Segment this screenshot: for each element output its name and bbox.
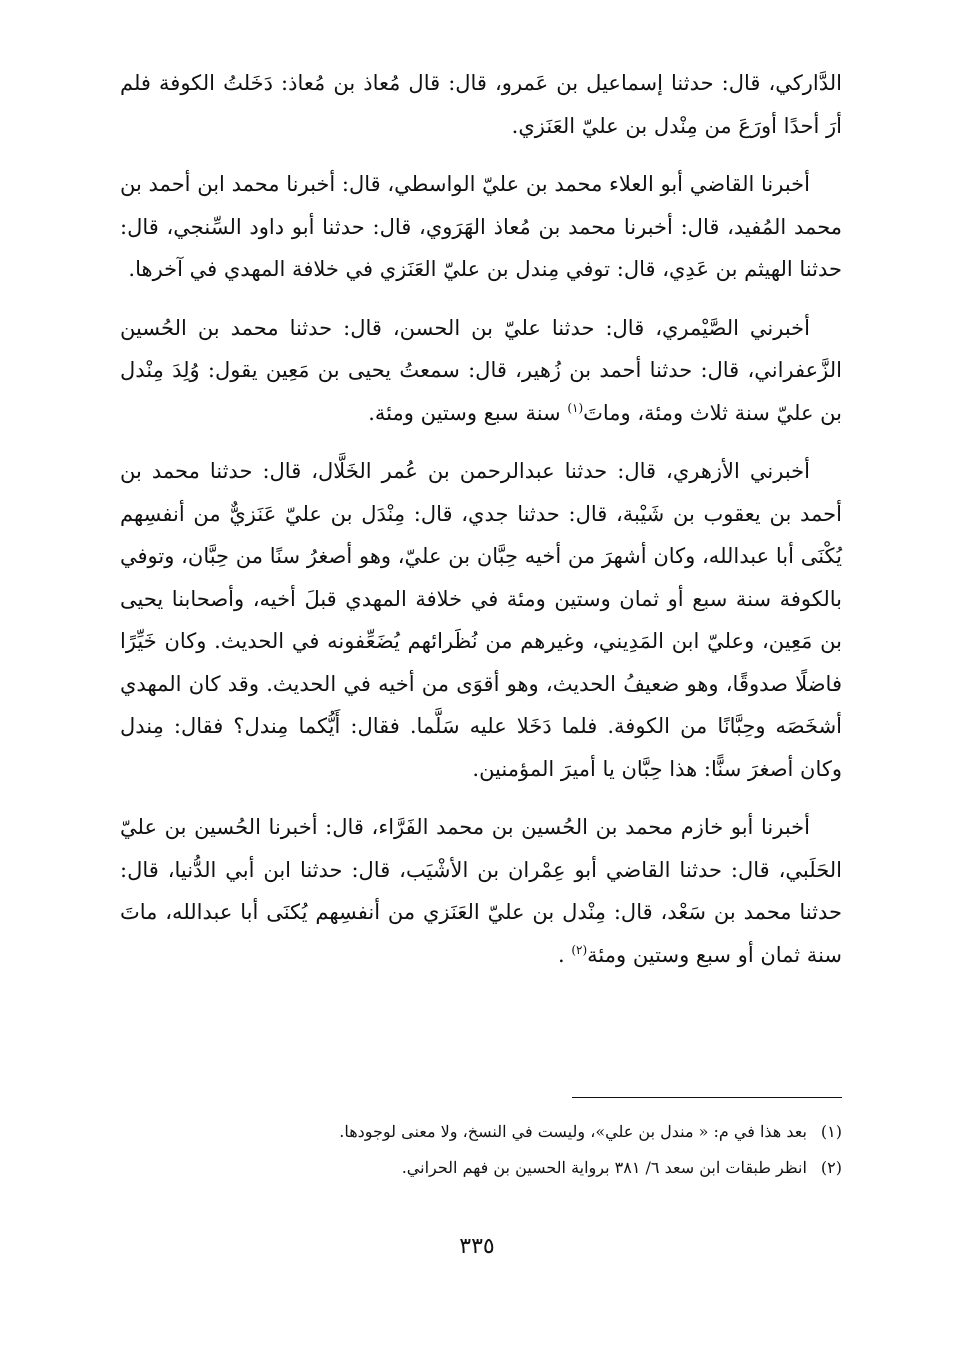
paragraph-5-text-before: أخبرنا أبو خازم محمد بن الحُسين بن محمد الفَرَّاء، قال: أخبرنا الحُسين بن عليّ الحَلَبي، قال: حدثنا القاضي أبو عِمْران بن الأشْيَب، قال: حدثنا ابن أبي الدُّنيا، قال: حدثنا محمد بن سَعْد، قال: مِنْدل بن عليّ العَنَزي من أنفسِهم يُكنَى أبا عبدالله، ماتَ سنة ثمان أو سبع وستين ومئة — [120, 815, 842, 967]
footnote-2-text: انظر طبقات ابن سعد ٦/ ٣٨١ برواية الحسين بن فهم الحراني. — [401, 1158, 807, 1177]
footnote-1-text: بعد هذا في م: « مندل بن علي»، وليست في النسخ، ولا معنى لوجودها. — [339, 1122, 807, 1141]
footnote-2 — [180, 1150, 842, 1186]
paragraph-4: أخبرني الأزهري، قال: حدثنا عبدالرحمن بن عُمر الخَلَّال، قال: حدثنا محمد بن أحمد بن يعقوب بن شَيْبة، قال: حدثنا جدي، قال: مِنْدَل بن عليّ عَنَزيٌّ من أنفسِهم يُكْنَى أبا عبدالله، وكان أشهرَ من أخيه حِبَّان بن عليّ، وهو أصغرُ سنًا من حِبَّان، وتوفي بالكوفة سنة سبع أو ثمان وستين ومئة في خلافة المهدي قبلَ أخيه، وأصحابنا يحيى بن مَعِين، وعليّ ابن المَدِيني، وغيرهم من نُظَرائهم يُضَعِّفونه في الحديث. وكان خَيِّرًا فاضلًا صدوقًا، وهو ضعيفُ الحديث، وهو أقوَى من أخيه في الحديث. وقد كان المهدي أشخَصَه وحِبَّانًا من الكوفة. فلما دَخَلا عليه سَلَّما. فقال: أَيُّكما مِندل؟ فقال: مِندل وكان أصغرَ سنًّا: هذا حِبَّان يا أميرَ المؤمنين. — [120, 459, 842, 781]
paragraph-5-text-after: . — [557, 942, 572, 967]
page-number: ٣٣٥ — [459, 1234, 495, 1259]
footnote-ref-2: (٢) — [571, 942, 588, 957]
footnotes-section — [180, 1098, 842, 1186]
footnote-1 — [180, 1114, 842, 1150]
footnote-separator — [572, 1097, 842, 1098]
footnote-2-number: (٢) — [820, 1158, 842, 1177]
paragraph-3-text-after: سنة سبع وستين ومئة. — [368, 400, 568, 425]
page-body — [120, 62, 842, 992]
paragraph-5 — [120, 806, 842, 976]
paragraph-3-text-before: أخبرني الصَّيْمري، قال: حدثنا عليّ بن الحسن، قال: حدثنا محمد بن الحُسين الزَّعفراني، قال: حدثنا أحمد بن زُهير، قال: سمعتُ يحيى بن مَعِين يقول: وُلِدَ مِنْدل بن عليّ سنة ثلاث ومئة، وماتَ — [120, 315, 842, 425]
paragraph-2: أخبرنا القاضي أبو العلاء محمد بن عليّ الواسطي، قال: أخبرنا محمد ابن أحمد بن محمد المُفيد، قال: أخبرنا محمد بن مُعاذ الهَرَوي، قال: حدثنا أبو داود السِّنجي، قال: حدثنا الهيثم بن عَدِي، قال: توفي مِندل بن عليّ العَنَزي في خلافة المهدي في آخرها. — [120, 172, 842, 281]
footnote-ref-1: (١) — [567, 400, 584, 415]
paragraph-1: الدَّاركي، قال: حدثنا إسماعيل بن عَمرو، قال: قال مُعاذ بن مُعاذ: دَخَلتُ الكوفة فلم أرَ أحدًا أورَعَ من مِنْدل بن عليّ العَنَزي. — [120, 71, 842, 138]
footnote-1-number: (١) — [820, 1122, 842, 1141]
paragraph-3 — [120, 307, 842, 435]
